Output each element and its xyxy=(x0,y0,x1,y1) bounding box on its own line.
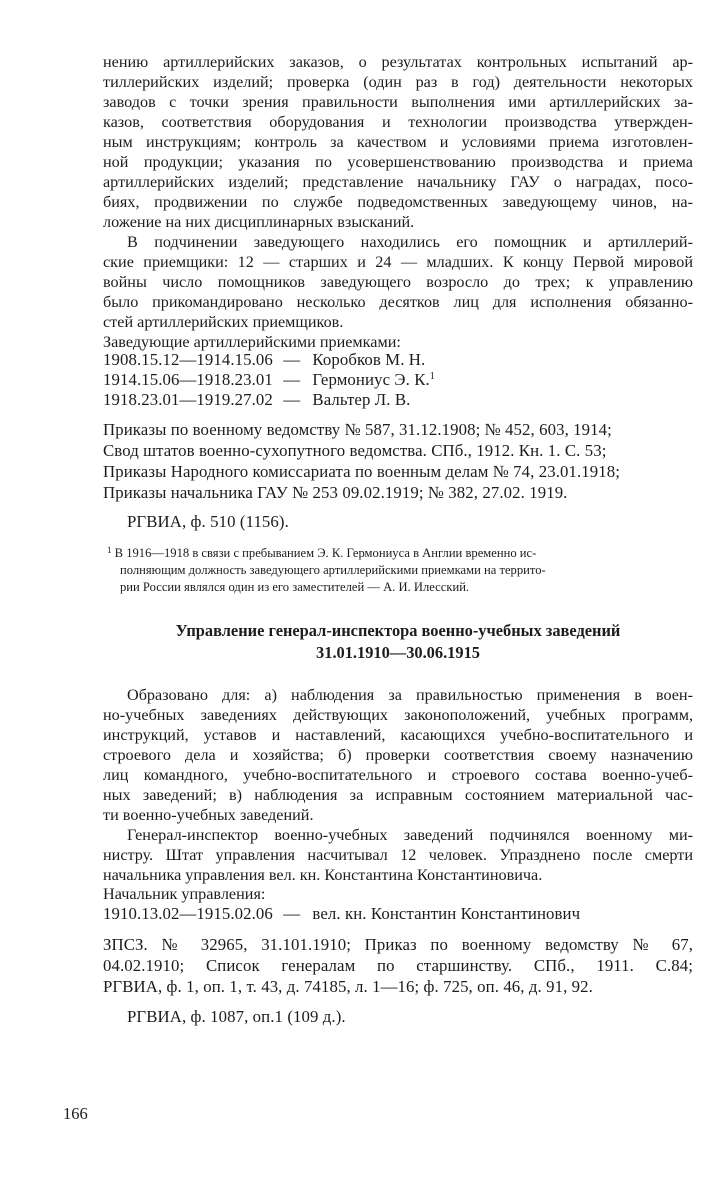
heads-title: Заведующие артиллерийскими приемками: xyxy=(103,333,401,351)
source-line: Свод штатов военно-сухопутного ведомства. СПб., 1912. Кн. 1. С. 53; xyxy=(103,441,607,460)
text-line: ложение на них дисциплинарных взысканий. xyxy=(103,213,415,231)
text-line: В подчинении заведующего находились его помощник и артиллерий- xyxy=(127,233,693,251)
head-name: Вальтер Л. В. xyxy=(312,390,411,409)
heads-title: Начальник управления: xyxy=(103,885,266,903)
text-line: ти военно-учебных заведений. xyxy=(103,806,314,824)
head-dates: 1914.15.06—1918.23.01 xyxy=(103,370,273,389)
page-number: 166 xyxy=(63,1104,88,1123)
head-name: Гермониус Э. К. xyxy=(312,370,430,389)
footnote-line: полняющим должность заведующего артиллерийскими приемками на террито- xyxy=(120,563,546,577)
head-name: Коробков М. Н. xyxy=(312,350,426,369)
section-dates: 31.01.1910—30.06.1915 xyxy=(316,643,480,662)
source-line: ЗПСЗ. № 32965, 31.101.1910; Приказ по военному ведомству № 67, xyxy=(103,935,693,954)
text-line: но-учебных заведениях действующих законоположений, учебных программ, xyxy=(103,706,693,724)
head-dash: — xyxy=(283,904,301,923)
source-line: Приказы начальника ГАУ № 253 09.02.1919; № 382, 27.02. 1919. xyxy=(103,483,568,502)
text-line: нистру. Штат управления насчитывал 12 человек. Упразднено после смерти xyxy=(103,846,693,864)
head-dates: 1918.23.01—1919.27.02 xyxy=(103,390,273,409)
text-line: артиллерийских изделий; представление начальнику ГАУ о наградах, посо- xyxy=(103,173,693,191)
text-line: Генерал-инспектор военно-учебных заведений подчинялся военному ми- xyxy=(127,826,693,844)
text-line: инструкций, уставов и наставлений, касающихся учебно-воспитательного и xyxy=(103,726,693,744)
source-line: Приказы по военному ведомству № 587, 31.12.1908; № 452, 603, 1914; xyxy=(103,420,612,439)
head-name: вел. кн. Константин Константинович xyxy=(312,904,581,923)
text-line: было прикомандировано несколько десятков лиц для исполнения обязанно- xyxy=(103,293,693,311)
head-row xyxy=(103,350,425,370)
head-dash: — xyxy=(283,390,301,409)
head-dates: 1908.15.12—1914.15.06 xyxy=(103,350,273,369)
text-line: казов, соответствия оборудования и технологии производства утвержден- xyxy=(103,113,693,131)
head-row xyxy=(103,390,410,410)
text-line: начальника управления вел. кн. Константина Константиновича. xyxy=(103,866,543,884)
text-line: лиц командного, учебно-воспитательного и строевого состава военно-учеб- xyxy=(103,766,693,784)
footnote xyxy=(107,545,536,561)
text-line: ным инструкциям; контроль за качеством и условиями приема изготовлен- xyxy=(103,133,693,151)
footnote-mark: 1 xyxy=(429,371,435,382)
archive-reference: РГВИА, ф. 510 (1156). xyxy=(127,512,289,531)
head-dash: — xyxy=(283,350,301,369)
text-line: биях, продвижении по службе подведомственных заведующему чинов, на- xyxy=(103,193,693,211)
text-line: тиллерийских изделий; проверка (один раз в год) деятельности некоторых xyxy=(103,73,693,91)
head-row xyxy=(103,370,435,390)
head-row xyxy=(103,904,580,924)
footnote-line: В 1916—1918 в связи с пребыванием Э. К. Гермониуса в Англии временно ис- xyxy=(114,546,537,560)
text-line: стей артиллерийских приемщиков. xyxy=(103,313,344,331)
text-line: ские приемщики: 12 — старших и 24 — младших. К концу Первой мировой xyxy=(103,253,693,271)
source-line: 04.02.1910; Список генералам по старшинству. СПб., 1911. С.84; xyxy=(103,956,693,975)
archive-reference: РГВИА, ф. 1087, оп.1 (109 д.). xyxy=(127,1007,346,1026)
text-line: ной продукции; указания по усовершенствованию производства и приема xyxy=(103,153,693,171)
text-line: Образовано для: а) наблюдения за правильностью применения в воен- xyxy=(127,686,693,704)
source-line: Приказы Народного комиссариата по военным делам № 74, 23.01.1918; xyxy=(103,462,620,481)
text-line: ных заведений; в) наблюдения за исправным состоянием материальной час- xyxy=(103,786,693,804)
head-dates: 1910.13.02—1915.02.06 xyxy=(103,904,273,923)
text-line: строевого дела и хозяйства; б) проверки соответствия своему назначению xyxy=(103,746,693,764)
text-line: нению артиллерийских заказов, о результатах контрольных испытаний ар- xyxy=(103,53,693,71)
footnote-mark: 1 xyxy=(107,545,112,555)
text-line: заводов с точки зрения правильности выполнения ими артиллерийских за- xyxy=(103,93,693,111)
text-line: войны число помощников заведующего возросло до трех; к управлению xyxy=(103,273,693,291)
section-title: Управление генерал-инспектора военно-учебных заведений xyxy=(175,621,621,640)
head-dash: — xyxy=(283,370,301,389)
footnote-line: рии России являлся один из его заместителей — А. И. Илесский. xyxy=(120,580,470,594)
source-line: РГВИА, ф. 1, оп. 1, т. 43, д. 74185, л. 1—16; ф. 725, оп. 46, д. 91, 92. xyxy=(103,977,593,996)
